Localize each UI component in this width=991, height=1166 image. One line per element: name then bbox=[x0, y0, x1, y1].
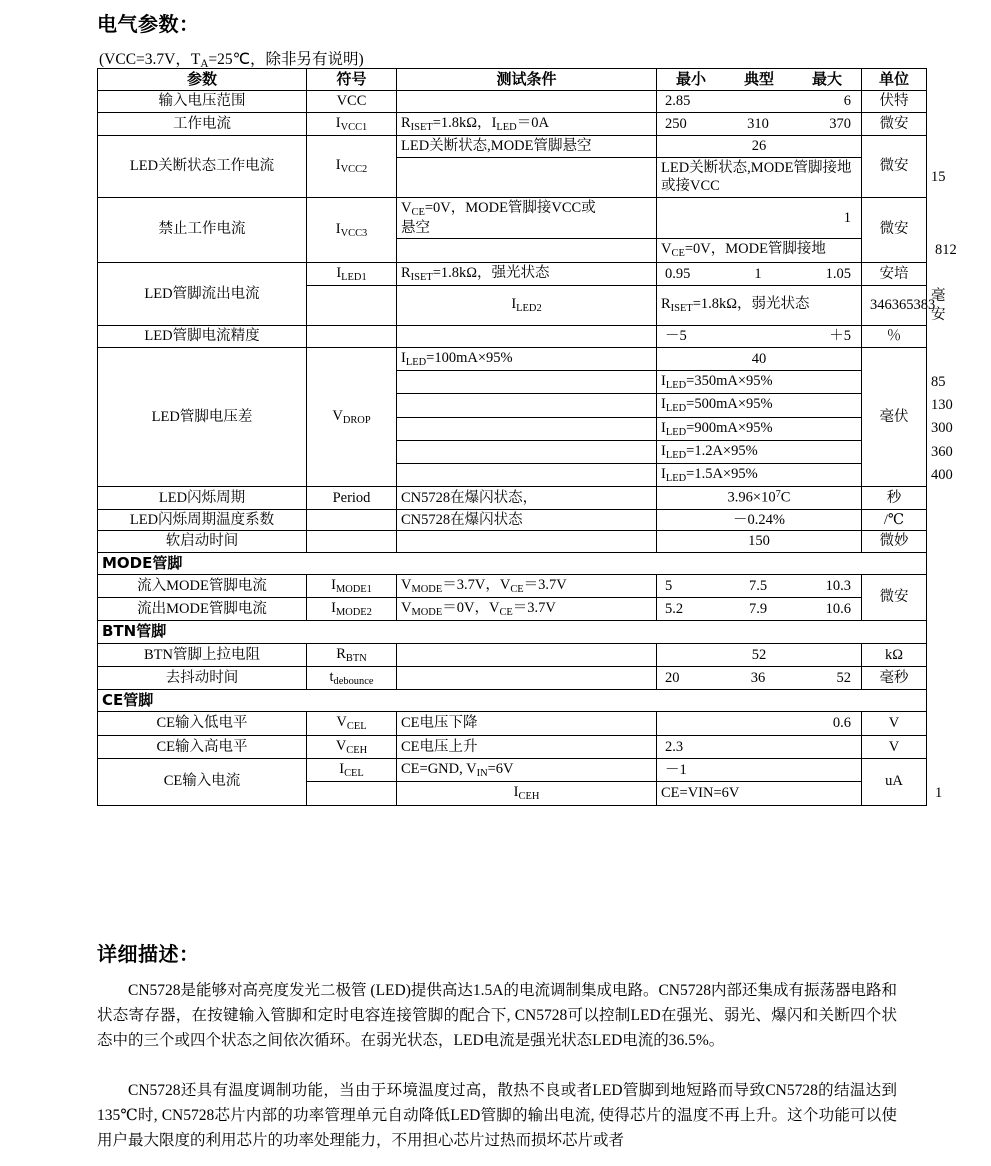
cell-parameter: 流出MODE管脚电流 bbox=[98, 598, 307, 621]
table-row bbox=[98, 712, 927, 735]
value-min: 5.2 bbox=[665, 601, 684, 618]
table-section-header-row bbox=[98, 552, 927, 574]
value-min bbox=[661, 209, 727, 228]
cell-unit: 伏特 bbox=[862, 91, 927, 113]
table-row bbox=[98, 643, 927, 666]
cell-symbol bbox=[397, 157, 657, 197]
cell-conditions bbox=[397, 531, 657, 553]
cell-parameter: LED闪烁周期 bbox=[98, 487, 307, 509]
section-label: CE管脚 bbox=[98, 690, 927, 712]
table-row: $I_{LED2}$ $R_{ISET}=1.8k\Omega$，弱光状态 346 365 383 毫安 bbox=[98, 286, 927, 326]
value-min: 5 bbox=[665, 577, 673, 594]
cell-symbol: $I_{VCC3}$ bbox=[307, 197, 397, 262]
value-merged: 150 bbox=[748, 533, 770, 550]
cell-symbol: $V_{CEL}$ bbox=[307, 712, 397, 735]
value-typ: 365 bbox=[891, 297, 914, 314]
table-row bbox=[98, 347, 927, 370]
cell-values bbox=[657, 347, 862, 370]
table-row bbox=[98, 262, 927, 285]
value-typ: 310 bbox=[747, 115, 769, 132]
cell-unit: kΩ bbox=[862, 643, 927, 666]
cell-symbol: $V_{CEH}$ bbox=[307, 735, 397, 758]
cell-conditions: $I_{LED}=900mA\times 95\%$ bbox=[657, 417, 862, 440]
value-typ: 1 bbox=[754, 265, 762, 282]
table-row bbox=[98, 598, 927, 621]
cell-conditions: $I_{LED}=350mA\times 95\%$ bbox=[657, 370, 862, 393]
column-header-value-group bbox=[657, 69, 862, 91]
value-typ: 8 bbox=[935, 242, 943, 259]
cell-unit: 微妙 bbox=[862, 531, 927, 553]
cell-parameter bbox=[307, 782, 397, 805]
cell-conditions bbox=[397, 666, 657, 689]
value-max: 1 bbox=[935, 785, 943, 802]
table-row bbox=[98, 509, 927, 531]
table-row bbox=[98, 531, 927, 553]
cell-symbol bbox=[397, 370, 657, 393]
value-typ: 7.5 bbox=[748, 577, 768, 594]
cell-symbol: $V_{DROP}$ bbox=[307, 347, 397, 487]
table-row bbox=[98, 136, 927, 158]
cell-conditions: $I_{LED}=100mA\times 95\%$ bbox=[397, 347, 657, 370]
cell-symbol: $I_{MODE2}$ bbox=[307, 598, 397, 621]
cell-values bbox=[657, 735, 862, 758]
value-typ bbox=[727, 761, 789, 780]
table-section-header-row bbox=[98, 621, 927, 643]
cell-unit: 微安 bbox=[862, 136, 927, 198]
cell-symbol bbox=[397, 464, 657, 487]
table-header-row bbox=[98, 69, 927, 91]
value-max: 370 bbox=[829, 115, 851, 132]
cell-unit: uA bbox=[862, 758, 927, 805]
cell-unit: /℃ bbox=[862, 509, 927, 531]
value-typ bbox=[727, 327, 789, 346]
cell-symbol bbox=[397, 417, 657, 440]
value-min: 0.95 bbox=[665, 265, 691, 282]
value-min: 20 bbox=[665, 669, 680, 686]
cell-values bbox=[657, 509, 862, 531]
cell-conditions: $V_{MODE}=0V$，$V_{CE}=3.7V$ bbox=[397, 598, 657, 621]
cell-unit: V bbox=[862, 712, 927, 735]
cell-conditions: CN5728在爆闪状态， bbox=[397, 487, 657, 509]
cell-symbol: $I_{MODE1}$ bbox=[307, 574, 397, 597]
cell-unit: ％ bbox=[862, 326, 927, 348]
cell-symbol: VCC bbox=[307, 91, 397, 113]
electrical-characteristics-table bbox=[97, 68, 957, 806]
page-title-description: 详细描述： bbox=[97, 942, 200, 966]
value-max: 52 bbox=[836, 669, 851, 686]
value-typ: 36 bbox=[750, 669, 766, 686]
value-max: 12 bbox=[942, 242, 957, 259]
value-max: 0.6 bbox=[832, 715, 851, 732]
value-max bbox=[789, 761, 857, 780]
cell-conditions: $R_{ISET}=1.8k\Omega$，$I_{LED}=0A$ bbox=[397, 112, 657, 135]
cell-symbol bbox=[307, 531, 397, 553]
value-typ bbox=[727, 209, 789, 228]
cell-values bbox=[657, 262, 862, 285]
value-max: ＋5 bbox=[829, 328, 851, 345]
value-min: －1 bbox=[665, 761, 687, 778]
value-typ bbox=[727, 714, 789, 733]
description-paragraph-1: CN5728是能够对高亮度发光二极管 (LED)提供高达1.5A的电流调制集成电路。CN5728内部还集成有振荡器电路和状态寄存器，在按键输入管脚和定时电容连接管脚的配合下, CN5728可以控制LED在强光、弱光、爆闪和关断四个状态中的三个或四个状态之间依次循环。在弱光状态，LED电流是强光状态LED电流的36.5%。 bbox=[97, 982, 897, 1049]
cell-parameter: 输入电压范围 bbox=[98, 91, 307, 113]
value-min: 2.85 bbox=[665, 93, 691, 110]
value-typ bbox=[727, 92, 789, 111]
cell-conditions: CE=GND, $V_{IN}=6V$ bbox=[397, 758, 657, 781]
cell-values bbox=[657, 643, 862, 666]
cell-conditions bbox=[397, 91, 657, 113]
test-condition-note: (VCC=3.7V，$T_A=25℃$，除非另有说明) bbox=[99, 51, 364, 71]
cell-symbol bbox=[307, 509, 397, 531]
cell-conditions: $R_{ISET}=1.8k\Omega$，弱光状态 bbox=[657, 286, 862, 326]
table-row: $I_{LED}=1.2A\times 95\%$ 360 bbox=[98, 440, 927, 463]
cell-conditions: $V_{MODE}=3.7V$，$V_{CE}=3.7V$ bbox=[397, 574, 657, 597]
value-min bbox=[661, 714, 727, 733]
cell-values bbox=[657, 531, 862, 553]
cell-parameter: LED关断状态工作电流 bbox=[98, 136, 307, 198]
section-label: BTN管脚 bbox=[98, 621, 927, 643]
cell-parameter bbox=[307, 286, 397, 326]
column-header-parameter: 参数 bbox=[98, 69, 307, 91]
table-row bbox=[98, 487, 927, 509]
cell-parameter: LED管脚流出电流 bbox=[98, 262, 307, 325]
cell-symbol bbox=[397, 239, 657, 262]
column-header-unit: 单位 bbox=[862, 69, 927, 91]
value-typ bbox=[727, 738, 789, 757]
cell-symbol: $t_{debounce}$ bbox=[307, 666, 397, 689]
cell-values bbox=[657, 197, 862, 239]
cell-symbol: $R_{BTN}$ bbox=[307, 643, 397, 666]
cell-unit: 毫秒 bbox=[862, 666, 927, 689]
value-min: 250 bbox=[665, 115, 687, 132]
cell-symbol: $I_{VCC2}$ bbox=[307, 136, 397, 198]
cell-conditions: $R_{ISET}=1.8k\Omega$，强光状态 bbox=[397, 262, 657, 285]
cell-values bbox=[657, 666, 862, 689]
cell-symbol: $I_{LED1}$ bbox=[307, 262, 397, 285]
cell-conditions bbox=[397, 326, 657, 348]
cell-symbol: $I_{LED2}$ bbox=[397, 286, 657, 326]
cell-conditions: $I_{LED}=1.5A\times 95\%$ bbox=[657, 464, 862, 487]
cell-symbol: Period bbox=[307, 487, 397, 509]
value-min: 2.3 bbox=[665, 738, 684, 755]
table-row bbox=[98, 666, 927, 689]
value-max: 1 bbox=[843, 209, 851, 226]
cell-conditions: $I_{LED}=1.2A\times 95\%$ bbox=[657, 440, 862, 463]
cell-parameter: BTN管脚上拉电阻 bbox=[98, 643, 307, 666]
value-max: 6 bbox=[843, 93, 851, 110]
column-header-max: 最大 bbox=[811, 70, 842, 88]
cell-values bbox=[657, 712, 862, 735]
cell-values bbox=[862, 286, 936, 326]
column-header-typ: 典型 bbox=[743, 70, 774, 88]
section-label: MODE管脚 bbox=[98, 552, 927, 574]
table-row bbox=[98, 758, 927, 781]
cell-conditions: LED关断状态,MODE管脚悬空 bbox=[397, 136, 657, 158]
cell-symbol bbox=[397, 440, 657, 463]
value-min: －5 bbox=[665, 328, 687, 345]
table-row: $I_{LED}=500mA\times 95\%$ 130 bbox=[98, 394, 927, 417]
cell-parameter: LED管脚电压差 bbox=[98, 347, 307, 487]
cell-parameter: 流入MODE管脚电流 bbox=[98, 574, 307, 597]
cell-conditions: $V_{CE}=0V$，MODE管脚接VCC或 悬空 bbox=[397, 197, 657, 239]
table-row bbox=[98, 112, 927, 135]
table-row bbox=[98, 326, 927, 348]
cell-conditions: $V_{CE}=0V$，MODE管脚接地 bbox=[657, 239, 862, 262]
cell-parameter: 禁止工作电流 bbox=[98, 197, 307, 262]
cell-conditions: LED关断状态,MODE管脚接地 或接VCC bbox=[657, 157, 862, 197]
cell-symbol: $I_{CEH}$ bbox=[397, 782, 657, 805]
cell-unit: 安培 bbox=[862, 262, 927, 285]
table-row: $I_{LED}=900mA\times 95\%$ 300 bbox=[98, 417, 927, 440]
description-paragraph-2: CN5728还具有温度调制功能，当由于环境温度过高，散热不良或者LED管脚到地短路而导致CN5728的结温达到135℃时, CN5728芯片内部的功率管理单元自动降低LED管脚的输出电流, 使得芯片的温度不再上升。这个功能可以使用户最大限度的利用芯片的功率处理能力，不用担心芯片过热而损坏芯片或者 bbox=[97, 1082, 897, 1149]
cell-parameter: 去抖动时间 bbox=[98, 666, 307, 689]
value-typ: 7.9 bbox=[748, 601, 768, 618]
cell-conditions: CE电压下降 bbox=[397, 712, 657, 735]
value-merged: －0.24% bbox=[733, 511, 785, 528]
value-max bbox=[789, 738, 857, 757]
table-row bbox=[98, 574, 927, 597]
cell-values: $3.96\times 10^7C$ bbox=[657, 487, 862, 509]
value-min: 346 bbox=[870, 297, 892, 314]
cell-unit: 微安 bbox=[862, 197, 927, 262]
value-merged: 26 bbox=[751, 138, 767, 155]
cell-values bbox=[657, 91, 862, 113]
cell-unit: V bbox=[862, 735, 927, 758]
cell-unit: 毫伏 bbox=[862, 347, 927, 487]
value-max: 383 bbox=[913, 297, 936, 314]
cell-unit: 微安 bbox=[862, 574, 927, 621]
cell-parameter: 工作电流 bbox=[98, 112, 307, 135]
cell-parameter: CE输入电流 bbox=[98, 758, 307, 805]
cell-values bbox=[657, 598, 862, 621]
cell-conditions bbox=[397, 643, 657, 666]
cell-parameter: LED闪烁周期温度系数 bbox=[98, 509, 307, 531]
column-header-min: 最小 bbox=[675, 70, 706, 88]
cell-symbol bbox=[397, 394, 657, 417]
column-header-symbol: 符号 bbox=[307, 69, 397, 91]
cell-symbol: $I_{CEL}$ bbox=[307, 758, 397, 781]
cell-symbol bbox=[307, 326, 397, 348]
table-row bbox=[98, 197, 927, 239]
column-header-conditions: 测试条件 bbox=[397, 69, 657, 91]
cell-parameter: CE输入低电平 bbox=[98, 712, 307, 735]
page-title-electrical: 电气参数： bbox=[97, 12, 200, 36]
cell-parameter: 软启动时间 bbox=[98, 531, 307, 553]
cell-conditions: $I_{LED}=500mA\times 95\%$ bbox=[657, 394, 862, 417]
table-row: $I_{LED}=350mA\times 95\%$ 85 bbox=[98, 370, 927, 393]
cell-symbol: $I_{VCC1}$ bbox=[307, 112, 397, 135]
cell-conditions: CE=VIN=6V bbox=[657, 782, 862, 805]
cell-values bbox=[657, 574, 862, 597]
cell-conditions: CN5728在爆闪状态 bbox=[397, 509, 657, 531]
cell-unit: 秒 bbox=[862, 487, 927, 509]
value-merged: 40 bbox=[751, 350, 767, 367]
table-section-header-row bbox=[98, 690, 927, 712]
value-max: 10.6 bbox=[825, 601, 851, 618]
table-row bbox=[98, 91, 927, 113]
table-row bbox=[98, 735, 927, 758]
cell-values bbox=[657, 136, 862, 158]
cell-parameter: LED管脚电流精度 bbox=[98, 326, 307, 348]
cell-values bbox=[657, 112, 862, 135]
cell-parameter: CE输入高电平 bbox=[98, 735, 307, 758]
value-merged: 52 bbox=[751, 646, 767, 663]
value-max: 10.3 bbox=[825, 577, 851, 594]
value-max: 1.05 bbox=[825, 265, 851, 282]
cell-unit: 微安 bbox=[862, 112, 927, 135]
cell-values bbox=[657, 326, 862, 348]
table-row: $I_{LED}=1.5A\times 95\%$ 400 bbox=[98, 464, 927, 487]
cell-values bbox=[657, 758, 862, 781]
cell-conditions: CE电压上升 bbox=[397, 735, 657, 758]
table-row: LED关断状态,MODE管脚接地 或接VCC 15 bbox=[98, 157, 927, 197]
